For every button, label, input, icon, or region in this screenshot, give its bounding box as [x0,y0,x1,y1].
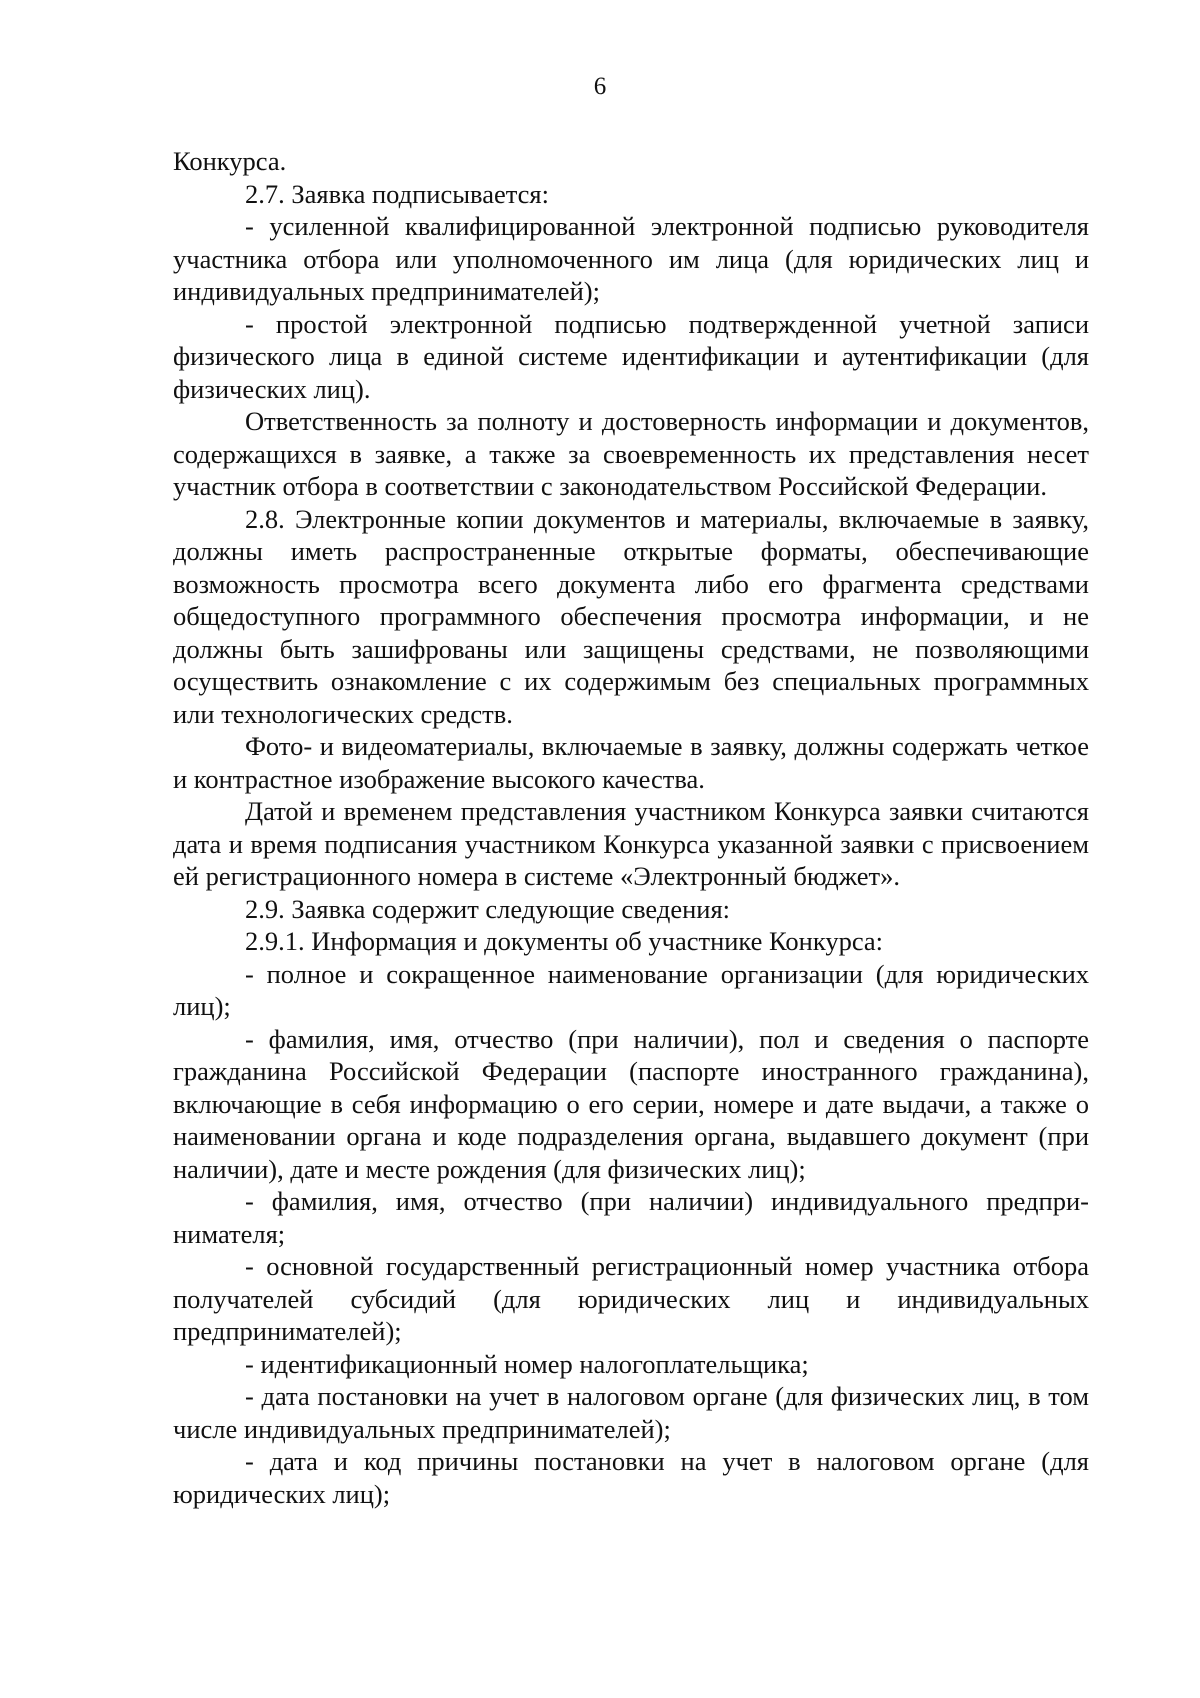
paragraph-submission-date: Датой и временем представления участником Конкурса заявки считаются дата и время подписания участником Конкурса указанной заявки с присвоением ей регистрационного номера в системе «Электронный бюджет». [173,796,1089,891]
list-item-registration-date: - дата постановки на учет в налоговом органе (для физических лиц, в том числе индивидуальных предпринимателей); [173,1381,1089,1444]
list-item-ogrn: - основной государственный регистрационный номер участника отбора получателей субсидий (для юридических лиц и индивидуальных предпринимателей); [173,1251,1089,1346]
list-item-simple-signature: - простой электронной подписью подтвержденной учетной записи физического лица в единой системе идентификации и аутентификации (для физических лиц). [173,308,1089,404]
paragraph-2-9: 2.9. Заявка содержит следующие сведения: [245,893,731,924]
list-item-qualified-signature: - усиленной квалифицированной электронной подписью руководителя участника отбора или уполномоченного им лица (для юридических лиц и индивидуальных предпринимателей); [173,211,1089,306]
document-body [173,145,1089,1510]
list-item-passport-details: - фамилия, имя, отчество (при наличии), пол и сведения о паспорте гражданина Российской Федерации (паспорте иностранного гражданина), включающие в себя информацию о его серии, номере и дате выдачи, а также о наименовании органа и коде подразделения органа, выдавшего документ (при наличии), дате и месте рождения (для физических лиц); [173,1023,1089,1184]
list-item-organization-name: - полное и сокращенное наименование организации (для юридических лиц); [173,958,1089,1021]
paragraph-2-9-1: 2.9.1. Информация и документы об участнике Конкурса: [245,926,884,956]
paragraph-2-7: 2.7. Заявка подписывается: [245,178,549,209]
paragraph-2-8: 2.8. Электронные копии документов и материалы, включаемые в заявку, должны иметь распространенные открытые форматы, обеспечивающие возможность просмотра всего документа либо его фрагмента средствами общедоступного программного обеспечения просмотра информации, и не должны быть зашифрованы или защищены средствами, не позволяющими осуществить ознакомление с их содержимым без специальных программных или технологических средств. [173,503,1089,729]
paragraph-photo-video: Фото- и видеоматериалы, включаемые в заявку, должны содержать четкое и контрастное изображение высокого качества. [173,731,1089,794]
list-item-inn: - идентификационный номер налогоплательщика; [245,1348,809,1379]
page-number: 6 [593,73,607,100]
paragraph-continuation: Конкурса. [173,146,287,176]
paragraph-responsibility: Ответственность за полноту и достоверность информации и документов, содержащихся в заявке, а также за своевременность их представления несет участник отбора в соответствии с законодательством Российской Федерации. [173,406,1089,501]
list-item-entrepreneur-name: - фамилия, имя, отчество (при наличии) индивидуального предпринимателя; [173,1186,1089,1249]
list-item-kpp: - дата и код причины постановки на учет в налоговом органе (для юридических лиц); [173,1446,1089,1509]
